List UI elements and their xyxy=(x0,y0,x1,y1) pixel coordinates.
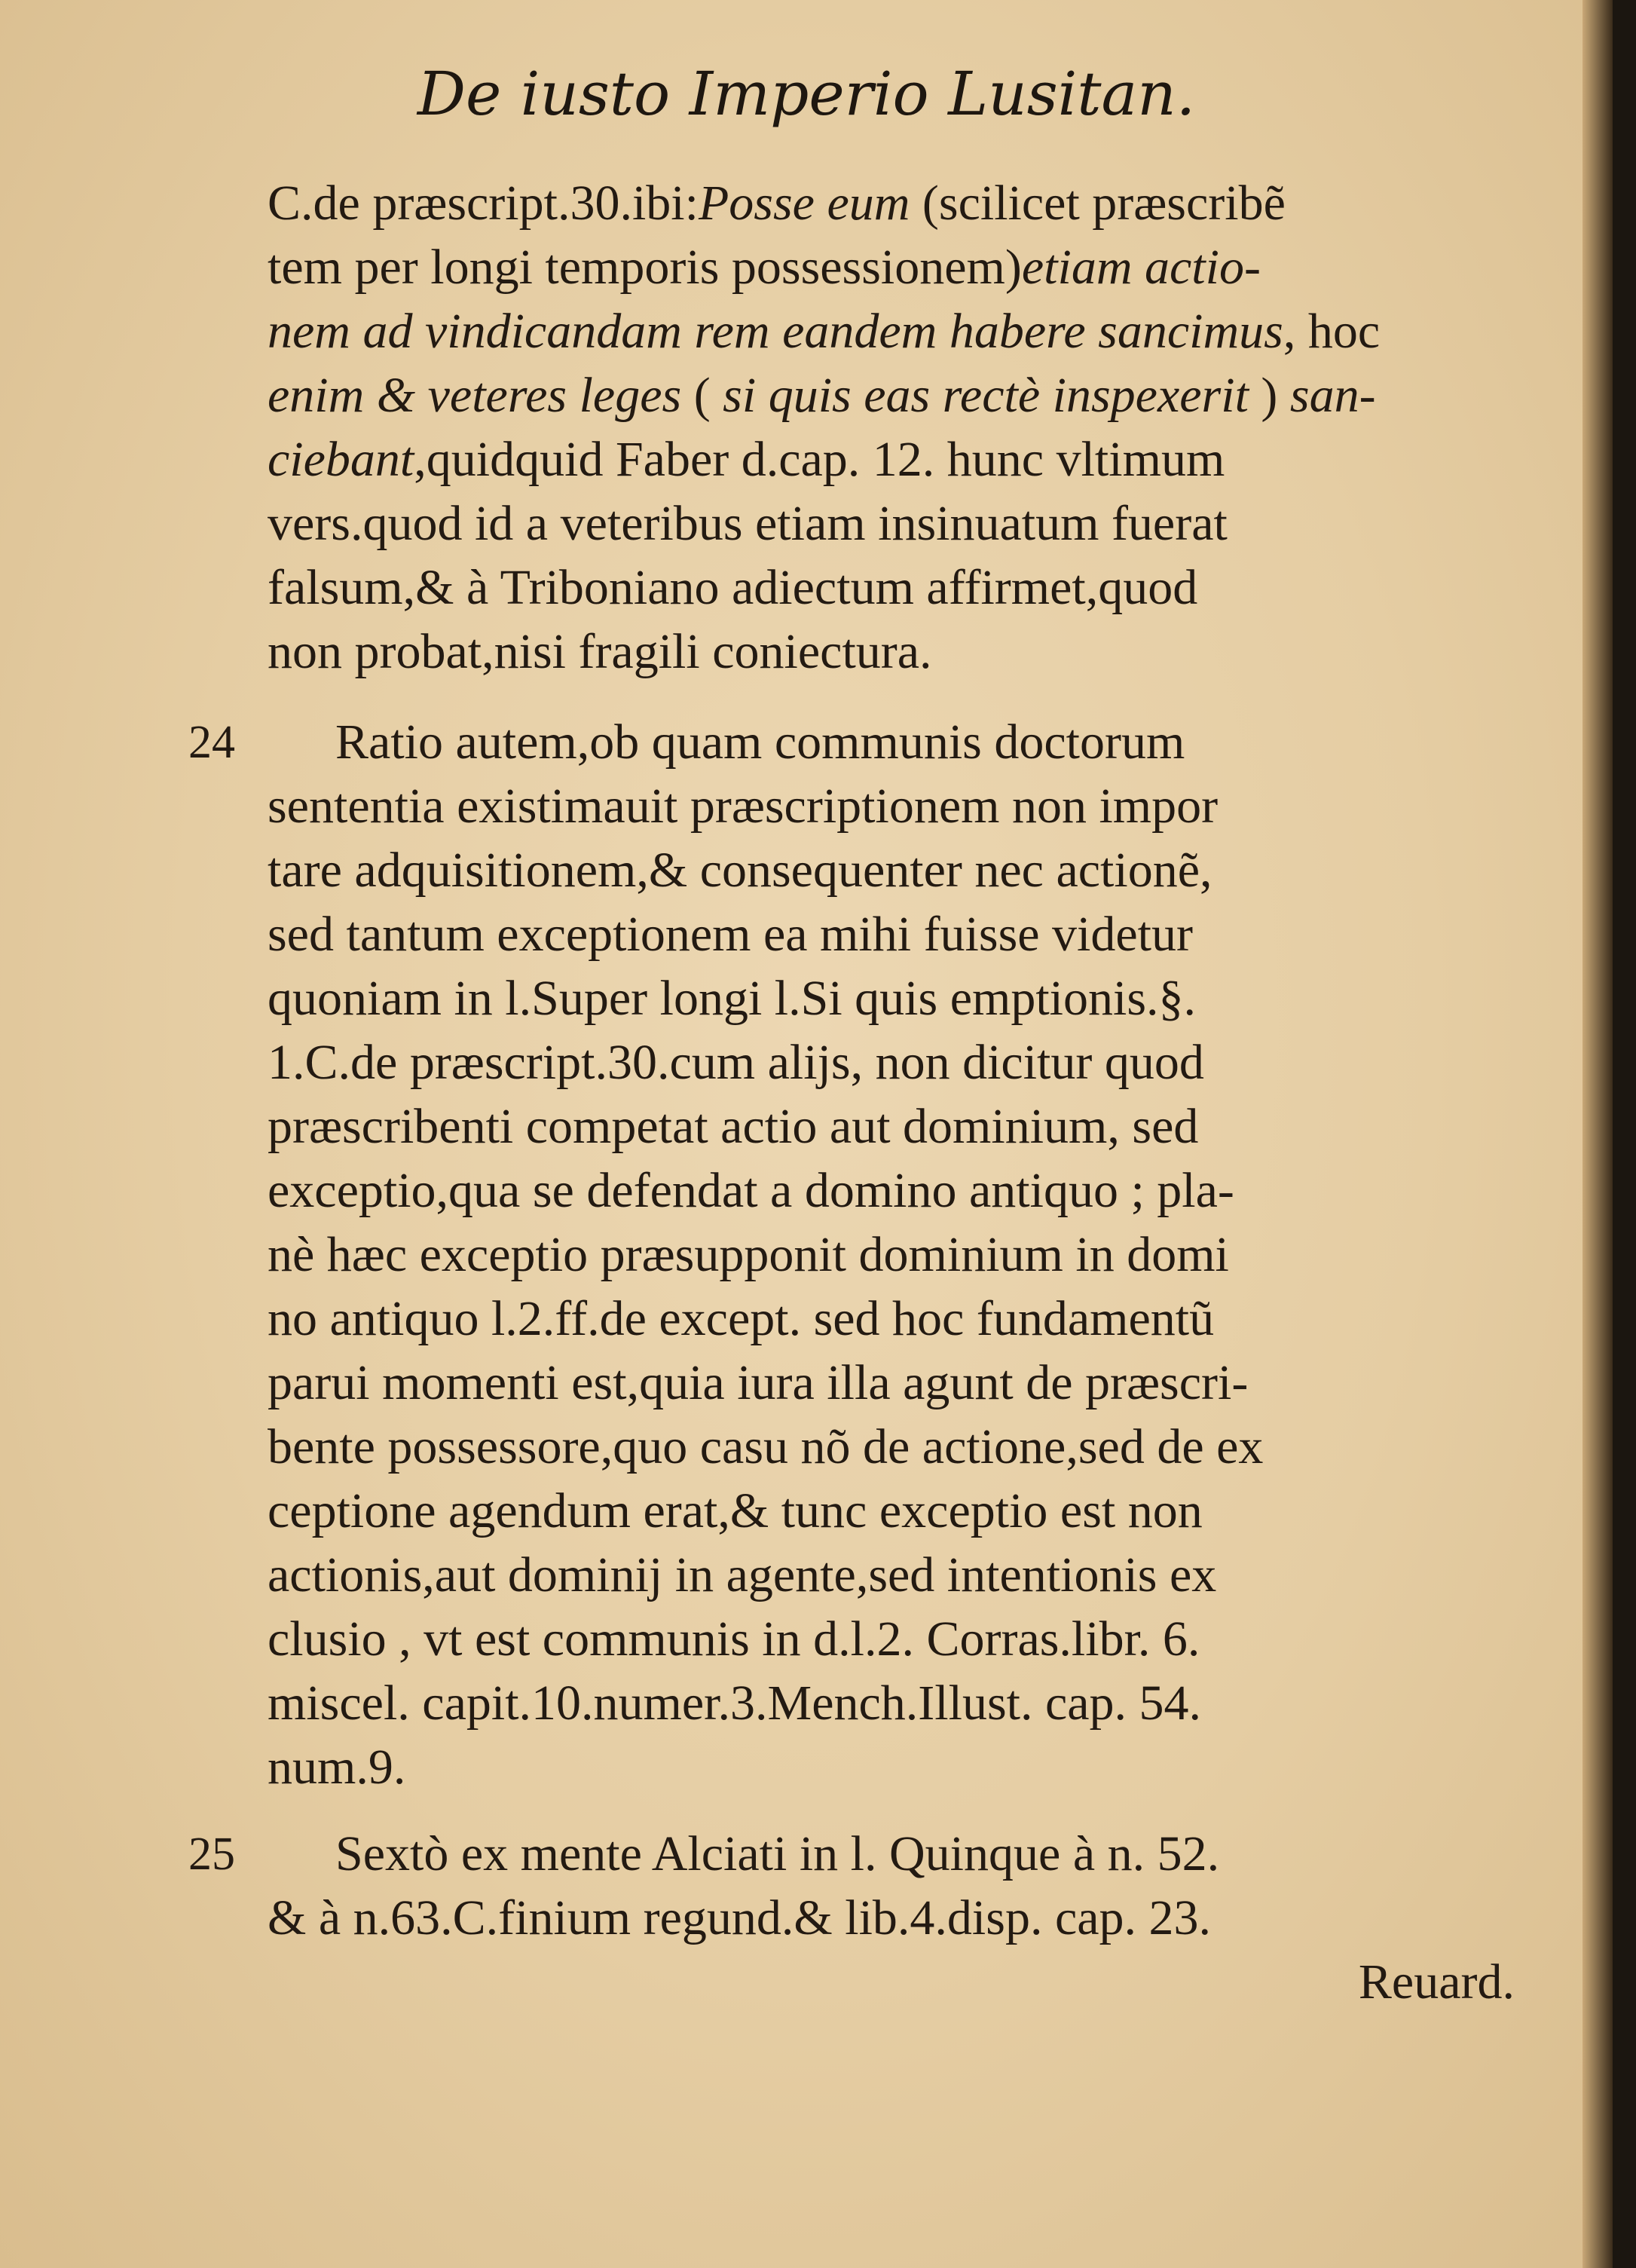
text-roman: falsum,& à Triboniano adiectum affirmet,quod xyxy=(268,560,1198,615)
text-line: Ratio autem,ob quam communis doctorum xyxy=(335,715,1185,770)
text-line: bente possessore,quo casu nõ de actione,sed de ex xyxy=(268,1419,1264,1474)
text-roman: (scilicet præscribẽ xyxy=(910,176,1286,231)
text-line: Sextò ex mente Alciati in l. Quinque à n. 52. xyxy=(335,1826,1220,1881)
text-roman: non probat,nisi fragili coniectura. xyxy=(268,624,932,679)
text-line: præscribenti competat actio aut dominium, sed xyxy=(268,1099,1199,1154)
text-line: num.9. xyxy=(268,1740,406,1795)
text-italic: etiam actio- xyxy=(1021,240,1261,295)
text-line: 1.C.de præscript.30.cum alijs, non dicitur quod xyxy=(268,1035,1204,1090)
text-roman: ) xyxy=(1248,368,1290,423)
text-roman: ,quidquid Faber d.cap. 12. hunc vltimum xyxy=(414,432,1225,487)
running-head: De iusto Imperio Lusitan. xyxy=(417,59,1196,129)
marginal-number-24: 24 xyxy=(188,717,235,768)
text-line xyxy=(268,622,932,682)
text-line: no antiquo l.2.ff.de except. sed hoc fundamentũ xyxy=(268,1291,1215,1346)
text-italic: nem ad vindicandam rem eandem habere sancimus xyxy=(268,304,1283,359)
text-line: sententia existimauit præscriptionem non impor xyxy=(268,779,1219,834)
text-italic: Posse eum xyxy=(698,176,910,231)
text-line: ceptione agendum erat,& tunc exceptio est non xyxy=(268,1483,1203,1538)
text-line xyxy=(268,430,1225,490)
text-line xyxy=(268,301,1380,362)
text-roman: C.de præscript.30.ibi: xyxy=(268,176,699,231)
text-italic: enim & veteres leges xyxy=(268,368,682,423)
text-line xyxy=(268,237,1261,298)
text-italic: san- xyxy=(1289,368,1376,423)
text-line: exceptio,qua se defendat a domino antiquo ; pla- xyxy=(268,1163,1234,1218)
text-line xyxy=(268,173,1286,234)
text-line xyxy=(268,366,1376,426)
catchword: Reuard. xyxy=(1358,1954,1515,2009)
text-line xyxy=(268,494,1228,554)
text-roman: , hoc xyxy=(1283,304,1381,359)
text-line xyxy=(268,558,1197,618)
text-roman: vers.quod id a veteribus etiam insinuatum fuerat xyxy=(268,496,1228,551)
text-line: clusio , vt est communis in d.l.2. Corras.libr. 6. xyxy=(268,1611,1200,1667)
text-line: quoniam in l.Super longi l.Si quis emptionis.§. xyxy=(268,971,1197,1026)
text-line: miscel. capit.10.numer.3.Mench.Illust. cap. 54. xyxy=(268,1676,1202,1731)
text-line: & à n.63.C.finium regund.& lib.4.disp. cap. 23. xyxy=(268,1890,1212,1945)
text-line: nè hæc exceptio præsupponit dominium in domi xyxy=(268,1227,1229,1282)
text-line: sed tantum exceptionem ea mihi fuisse videtur xyxy=(268,907,1193,962)
text-italic: si quis eas rectè inspexerit xyxy=(723,368,1249,423)
text-roman: tem per longi temporis possessionem) xyxy=(268,240,1022,295)
book-gutter-shadow xyxy=(1582,0,1613,2268)
marginal-number-25: 25 xyxy=(188,1829,235,1880)
text-line: tare adquisitionem,& consequenter nec actionẽ, xyxy=(268,843,1212,898)
text-roman: ( xyxy=(681,368,723,423)
text-line: parui momenti est,quia iura illa agunt de præscri- xyxy=(268,1355,1249,1410)
text-italic: ciebant xyxy=(268,432,414,487)
text-line: actionis,aut dominij in agente,sed intentionis ex xyxy=(268,1547,1217,1602)
